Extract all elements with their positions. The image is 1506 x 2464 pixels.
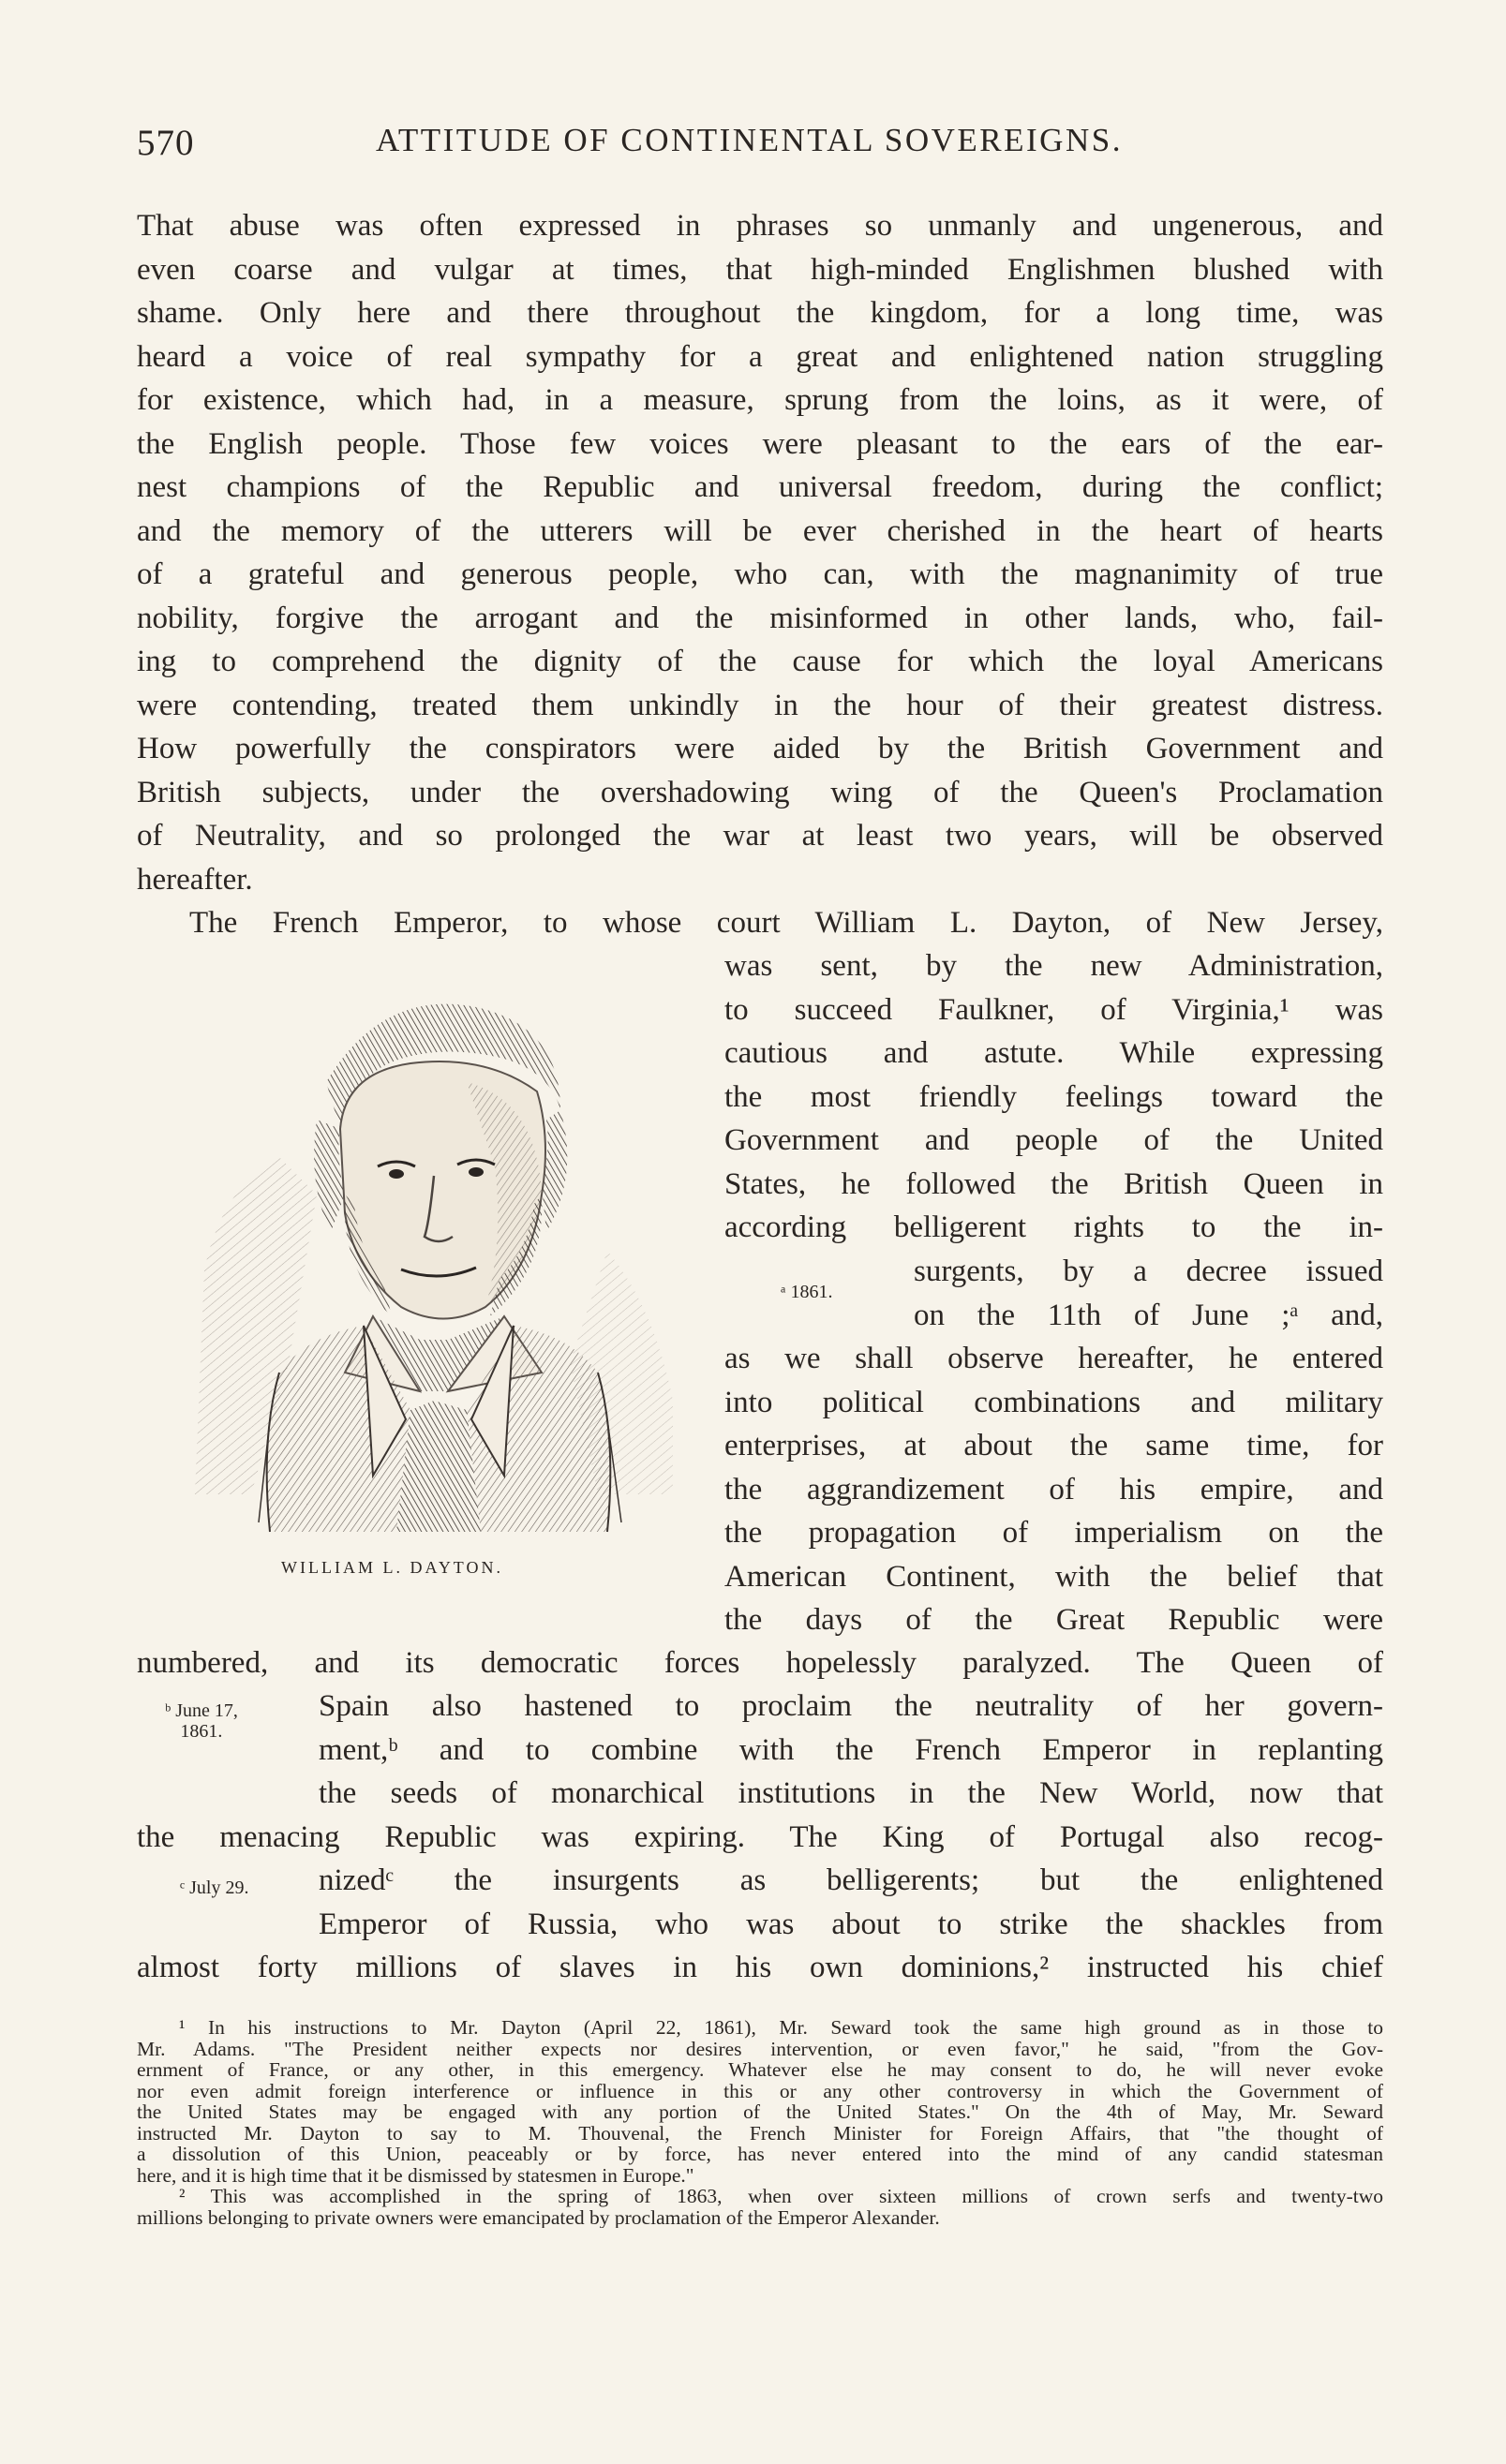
paragraph-2-beside-note-c xyxy=(319,1859,1383,1946)
text-line: of Neutrality, and so prolonged the war at least two years, will be observed xyxy=(137,819,1383,853)
text-line: to succeed Faulkner, of Virginia,¹ was xyxy=(724,992,1383,1027)
text-line: the propagation of imperialism on the xyxy=(724,1516,1383,1550)
footnote-line: Mr. Adams. "The President neither expects nor desires intervention, or even favor," he said, "from the Gov- xyxy=(137,2038,1383,2059)
text-line: How powerfully the conspirators were aided by the British Government and xyxy=(137,732,1383,765)
footnote-line: ernment of France, or any other, in this emergency. Whatever else he may consent to do, he will never evoke xyxy=(137,2059,1383,2081)
text-line: American Continent, with the belief that xyxy=(724,1559,1383,1594)
page-header xyxy=(137,122,1383,178)
text-line: Spain also hastened to proclaim the neutrality of her govern- xyxy=(319,1689,1383,1723)
paragraph-2-beside-note-b xyxy=(319,1685,1383,1816)
paragraph-2-beside-portrait-2 xyxy=(724,1337,1383,1642)
page-number: 570 xyxy=(137,123,195,163)
text-line: Government and people of the United xyxy=(724,1123,1383,1157)
footnote-line: nor even admit foreign interference or influence in this or any other controversy in which the Government of xyxy=(137,2080,1383,2101)
text-line: the menacing Republic was expiring. The King of Portugal also recog- xyxy=(137,1820,1383,1854)
side-note-b xyxy=(165,1700,238,1742)
footnote-line: a dissolution of this Union, peaceably or by force, has never entered into the mind of any candid statesman xyxy=(137,2144,1383,2165)
text-line: States, he followed the British Queen in xyxy=(724,1166,1383,1201)
text-line: Emperor of Russia, who was about to strike the shackles from xyxy=(319,1907,1383,1941)
text-line: for existence, which had, in a measure, sprung from the loins, as it were, of xyxy=(137,383,1383,417)
text-line: as we shall observe hereafter, he entered xyxy=(724,1342,1383,1375)
text-line: enterprises, at about the same time, for xyxy=(724,1429,1383,1462)
footnote-line: ¹ In his instructions to Mr. Dayton (April 22, 1861), Mr. Seward took the same high ground as in those to xyxy=(179,2017,1383,2039)
side-note-b-date: ᵇ June 17, xyxy=(165,1700,238,1721)
paragraph-2-beside-portrait xyxy=(724,944,1383,1250)
text-line: nobility, forgive the arrogant and the misinformed in other lands, who, fail- xyxy=(137,601,1383,635)
text-line: was sent, by the new Administration, xyxy=(724,949,1383,983)
footnote-line: here, and it is high time that it be dismissed by statesmen in Europe." xyxy=(137,2164,694,2186)
text-line: shame. Only here and there throughout the kingdom, for a long time, was xyxy=(137,296,1383,330)
text-line: of a grateful and generous people, who can, with the magnanimity of true xyxy=(137,557,1383,591)
text-line: That abuse was often expressed in phrases so unmanly and ungenerous, and xyxy=(137,209,1383,243)
side-note-a: ᵃ 1861. xyxy=(781,1282,833,1302)
running-head: ATTITUDE OF CONTINENTAL SOVEREIGNS. xyxy=(376,122,1123,158)
text-line: British subjects, under the overshadowing wing of the Queen's Proclamation xyxy=(137,775,1383,809)
paragraph-2-continued-3 xyxy=(137,1946,1383,1990)
text-line: nest champions of the Republic and universal freedom, during the conflict; xyxy=(137,470,1383,504)
side-note-c: ᶜ July 29. xyxy=(180,1878,249,1898)
paragraph-2-beside-note-a xyxy=(914,1250,1383,1337)
text-line: were contending, treated them unkindly in the hour of their greatest distress. xyxy=(137,688,1383,722)
text-line: and the memory of the utterers will be ever cherished in the heart of hearts xyxy=(137,513,1383,548)
text-line: according belligerent rights to the in- xyxy=(724,1210,1383,1244)
text-line: the English people. Those few voices were pleasant to the ears of the ear- xyxy=(137,426,1383,461)
text-line: The French Emperor, to whose court William L. Dayton, of New Jersey, xyxy=(189,906,1383,940)
text-line: cautious and astute. While expressing xyxy=(724,1036,1383,1070)
side-note-b-year: 1861. xyxy=(180,1721,223,1742)
paragraph-2-continued xyxy=(137,1641,1383,1685)
text-line: even coarse and vulgar at times, that high-minded Englishmen blushed with xyxy=(137,252,1383,287)
text-line: almost forty millions of slaves in his own dominions,² instructed his chief xyxy=(137,1951,1383,1984)
text-line: the seeds of monarchical institutions in the New World, now that xyxy=(319,1776,1383,1810)
paragraph-1 xyxy=(137,204,1383,901)
text-line: into political combinations and military xyxy=(724,1385,1383,1419)
portrait-caption: WILLIAM L. DAYTON. xyxy=(281,1558,503,1577)
text-line: the most friendly feelings toward the xyxy=(724,1079,1383,1114)
footnote-line: ² This was accomplished in the spring of 1863, when over sixteen millions of crown serfs and twenty-two xyxy=(179,2186,1383,2207)
footnotes xyxy=(137,2017,1383,2228)
paragraph-2-opening xyxy=(137,901,1383,945)
text-line: the days of the Great Republic were xyxy=(724,1603,1383,1637)
text-line: ment,ᵇ and to combine with the French Emperor in replanting xyxy=(319,1732,1383,1767)
text-line: nizedᶜ the insurgents as belligerents; but the enlightened xyxy=(319,1863,1383,1897)
text-line: heard a voice of real sympathy for a great and enlightened nation struggling xyxy=(137,339,1383,374)
footnote-line: the United States may be engaged with any portion of the United States." On the 4th of May, Mr. Seward xyxy=(137,2101,1383,2123)
footnote-line: instructed Mr. Dayton to say to M. Thouvenal, the French Minister for Foreign Affairs, that "the thought of xyxy=(137,2122,1383,2144)
text-line: the aggrandizement of his empire, and xyxy=(724,1472,1383,1507)
portrait-engraving xyxy=(167,970,692,1551)
text-line: ing to comprehend the dignity of the cause for which the loyal Americans xyxy=(137,645,1383,678)
text-line: numbered, and its democratic forces hopelessly paralyzed. The Queen of xyxy=(137,1646,1383,1680)
paragraph-2-continued-2 xyxy=(137,1816,1383,1860)
text-line: hereafter. xyxy=(137,862,253,897)
text-line: on the 11th of June ;ᵃ and, xyxy=(914,1298,1383,1332)
text-line: surgents, by a decree issued xyxy=(914,1254,1383,1288)
footnote-line: millions belonging to private owners were emancipated by proclamation of the Emperor Alexander. xyxy=(137,2206,940,2228)
